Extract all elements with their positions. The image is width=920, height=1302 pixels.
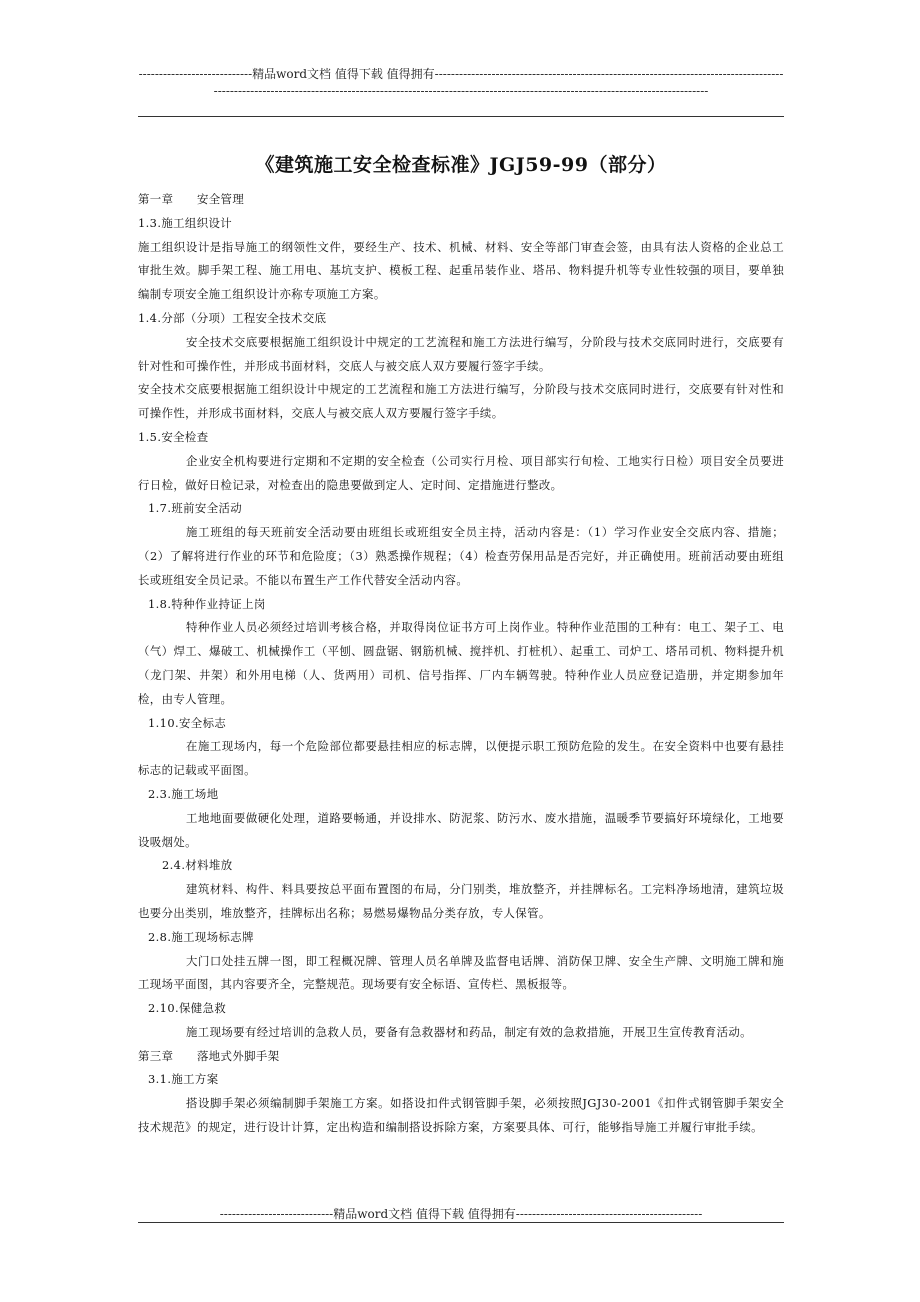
- section-heading: 1.3.施工组织设计: [138, 215, 233, 230]
- paragraph: 施工班组的每天班前安全活动要由班组长或班组安全员主持，活动内容是：（1）学习作业安全交底内容、措施；（2）了解将进行作业的环节和危险度；（3）熟悉操作规程；（4）检查劳保用品是否完好，并正确使用。班前活动要由班组长或班组安全员记录。不能以布置生产工作代替安全活动内容。: [138, 525, 784, 587]
- section-heading: 1.5.安全检查: [138, 429, 209, 444]
- paragraph: 搭设脚手架必须编制脚手架施工方案。如搭设扣件式钢管脚手架，必须按照JGJ30-2001《扣件式钢管脚手架安全技术规范》的规定，进行设计计算，定出构造和编制搭设拆除方案，方案要具体、可行，能够指导施工并履行审批手续。: [138, 1096, 784, 1135]
- page-footer: ----------------------------精品word文档 值得下载 值得拥有----------------------------------------------: [219, 1207, 703, 1221]
- paragraph: 工地地面要做硬化处理，道路要畅通，并设排水、防泥浆、防污水、废水措施，温暖季节要搞好环境绿化，工地要设吸烟处。: [138, 810, 784, 849]
- paragraph: 施工组织设计是指导施工的纲领性文件，要经生产、技术、机械、材料、安全等部门审查会签，由具有法人资格的企业总工审批生效。脚手架工程、施工用电、基坑支护、模板工程、起重吊装作业、塔吊、物料提升机等专业性较强的项目，要单独编制专项安全施工组织设计亦称专项施工方案。: [138, 239, 784, 302]
- paragraph: 安全技术交底要根据施工组织设计中规定的工艺流程和施工方法进行编写，分阶段与技术交底同时进行，交底要有针对性和可操作性，并形成书面材料，交底人与被交底人双方要履行签字手续。: [138, 382, 784, 421]
- paragraph: 在施工现场内，每一个危险部位都要悬挂相应的标志牌，以便提示职工预防危险的发生。在安全资料中也要有悬挂标志的记载或平面图。: [138, 739, 784, 778]
- paragraph: 特种作业人员必须经过培训考核合格，并取得岗位证书方可上岗作业。特种作业范围的工种有：电工、架子工、电（气）焊工、爆破工、机械操作工（平刨、圆盘锯、钢筋机械、搅拌机、打桩机）、起重工、司炉工、塔吊司机、物料提升机（龙门架、井架）和外用电梯（人、货两用）司机、信号指挥、厂内车辆驾驶。特种作业人员应登记造册，并定期参加年检，由专人管理。: [138, 620, 784, 706]
- page-header: ----------------------------精品word文档 值得下载 值得拥有----------------------------------------------------------------------------------------------------------------------------------------------------------------------------------------------------------------: [138, 67, 784, 98]
- document-body: [138, 188, 784, 1140]
- footer-rule: [138, 1222, 784, 1223]
- section-heading: 2.10.保健急救: [148, 1001, 227, 1016]
- section-heading: 3.1.施工方案: [148, 1072, 219, 1087]
- section-heading: 2.3.施工场地: [148, 786, 219, 801]
- section-heading: 2.8.施工现场标志牌: [148, 929, 254, 944]
- paragraph: 大门口处挂五牌一图，即工程概况牌、管理人员名单牌及监督电话牌、消防保卫牌、安全生产牌、文明施工牌和施工现场平面图，其内容要齐全，完整规范。现场要有安全标语、宣传栏、黑板报等。: [138, 953, 784, 992]
- paragraph: 建筑材料、构件、料具要按总平面布置图的布局，分门别类，堆放整齐，并挂牌标名。工完料净场地清，建筑垃圾也要分出类别，堆放整齐，挂牌标出名称；易燃易爆物品分类存放，专人保管。: [138, 882, 784, 920]
- section-heading: 2.4.材料堆放: [162, 858, 233, 873]
- paragraph: 安全技术交底要根据施工组织设计中规定的工艺流程和施工方法进行编写，分阶段与技术交底同时进行，交底要有针对性和可操作性，并形成书面材料，交底人与被交底人双方要履行签字手续。: [138, 334, 784, 373]
- section-heading: 1.10.安全标志: [148, 715, 227, 730]
- section-heading: 1.4.分部（分项）工程安全技术交底: [138, 310, 327, 325]
- section-heading: 1.8.特种作业持证上岗: [148, 596, 266, 611]
- header-rule: [138, 116, 784, 117]
- paragraph: 企业安全机构要进行定期和不定期的安全检查（公司实行月检、项目部实行旬检、工地实行日检）项目安全员要进行日检，做好日检记录，对检查出的隐患要做到定人、定时间、定措施进行整改。: [138, 453, 784, 492]
- section-heading: 1.7.班前安全活动: [148, 501, 243, 516]
- paragraph: 施工现场要有经过培训的急救人员，要备有急救器材和药品，制定有效的急救措施，开展卫生宣传教育活动。: [186, 1024, 752, 1039]
- section-heading: 第三章 落地式外脚手架: [138, 1048, 280, 1063]
- document-title: 《建筑施工安全检查标准》JGJ59-99（部分）: [255, 154, 667, 176]
- section-heading: 第一章 安全管理: [138, 192, 245, 206]
